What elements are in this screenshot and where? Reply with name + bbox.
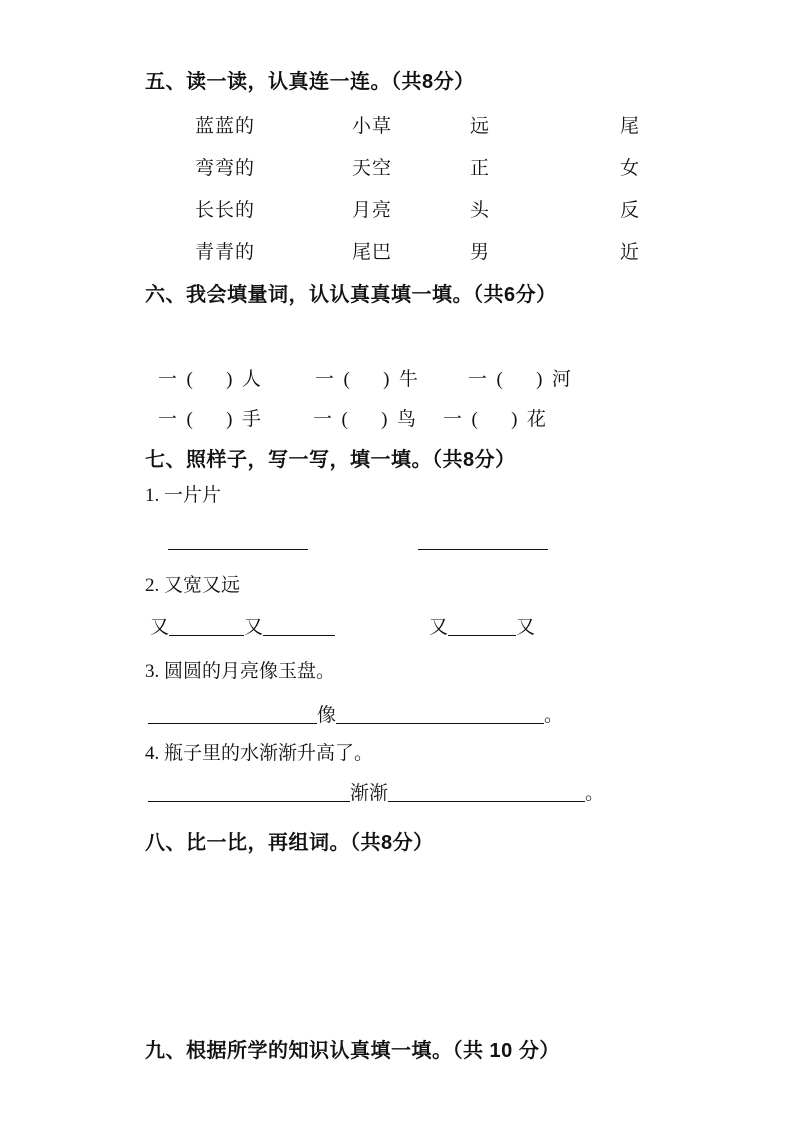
item-1-label: 1. 一片片	[145, 485, 222, 506]
match-word: 尾巴	[352, 242, 393, 263]
match-word: 近	[620, 242, 641, 263]
measure-word-item: 一 ( ) 牛	[315, 369, 418, 390]
match-word: 小草	[352, 116, 393, 137]
match-word: 青青的	[195, 242, 256, 263]
measure-word-item: 一 ( ) 花	[443, 409, 546, 430]
section-9-heading: 九、根据所学的知识认真填一填。（共 10 分）	[145, 1040, 560, 1062]
measure-word-item: 一 ( ) 鸟	[313, 409, 416, 430]
match-word: 远	[470, 116, 491, 137]
item-3-answer-row	[148, 703, 705, 729]
match-word: 女	[620, 158, 641, 179]
connector-you: 又	[429, 617, 449, 638]
answer-blank	[336, 703, 544, 724]
match-word: 月亮	[352, 200, 393, 221]
measure-word-row	[158, 367, 705, 393]
connector-jianjian: 渐渐	[350, 783, 389, 804]
answer-blank	[148, 703, 317, 724]
match-word: 长长的	[195, 200, 256, 221]
item-1-answer-row	[168, 529, 705, 555]
section-5-matching-exercise	[145, 115, 705, 265]
period-mark: 。	[585, 783, 605, 804]
connector-you: 又	[516, 617, 536, 638]
match-word: 男	[470, 242, 491, 263]
answer-blank	[168, 529, 308, 550]
answer-blank	[388, 781, 585, 802]
measure-word-item: 一 ( ) 人	[158, 369, 261, 390]
measure-word-item: 一 ( ) 手	[158, 409, 261, 430]
section-7-heading: 七、照样子，写一写，填一填。（共8分）	[145, 449, 516, 471]
match-word: 天空	[352, 158, 393, 179]
answer-blank	[263, 615, 335, 636]
connector-you: 又	[150, 617, 170, 638]
match-word: 弯弯的	[195, 158, 256, 179]
item-2-label: 2. 又宽又远	[145, 575, 241, 596]
match-word: 反	[620, 200, 641, 221]
answer-blank	[418, 529, 548, 550]
answer-blank	[448, 615, 516, 636]
match-word: 头	[470, 200, 491, 221]
period-mark: 。	[544, 705, 564, 726]
item-3-label: 3. 圆圆的月亮像玉盘。	[145, 661, 336, 682]
item-4-answer-row	[148, 781, 705, 807]
section-6-heading: 六、我会填量词，认认真真填一填。（共6分）	[145, 284, 557, 306]
connector-xiang: 像	[317, 705, 337, 726]
item-2-answer-row	[150, 615, 705, 641]
measure-word-item: 一 ( ) 河	[468, 369, 571, 390]
section-8-heading: 八、比一比，再组词。（共8分）	[145, 832, 434, 854]
section-6-measure-word-exercise	[145, 367, 705, 433]
measure-word-row	[158, 407, 705, 433]
item-4-label: 4. 瓶子里的水渐渐升高了。	[145, 743, 374, 764]
section-5-heading: 五、读一读，认真连一连。（共8分）	[145, 71, 475, 93]
connector-you: 又	[244, 617, 264, 638]
answer-blank	[169, 615, 244, 636]
match-word: 蓝蓝的	[195, 116, 256, 137]
answer-blank	[148, 781, 350, 802]
match-word: 正	[470, 158, 491, 179]
match-word: 尾	[620, 116, 641, 137]
